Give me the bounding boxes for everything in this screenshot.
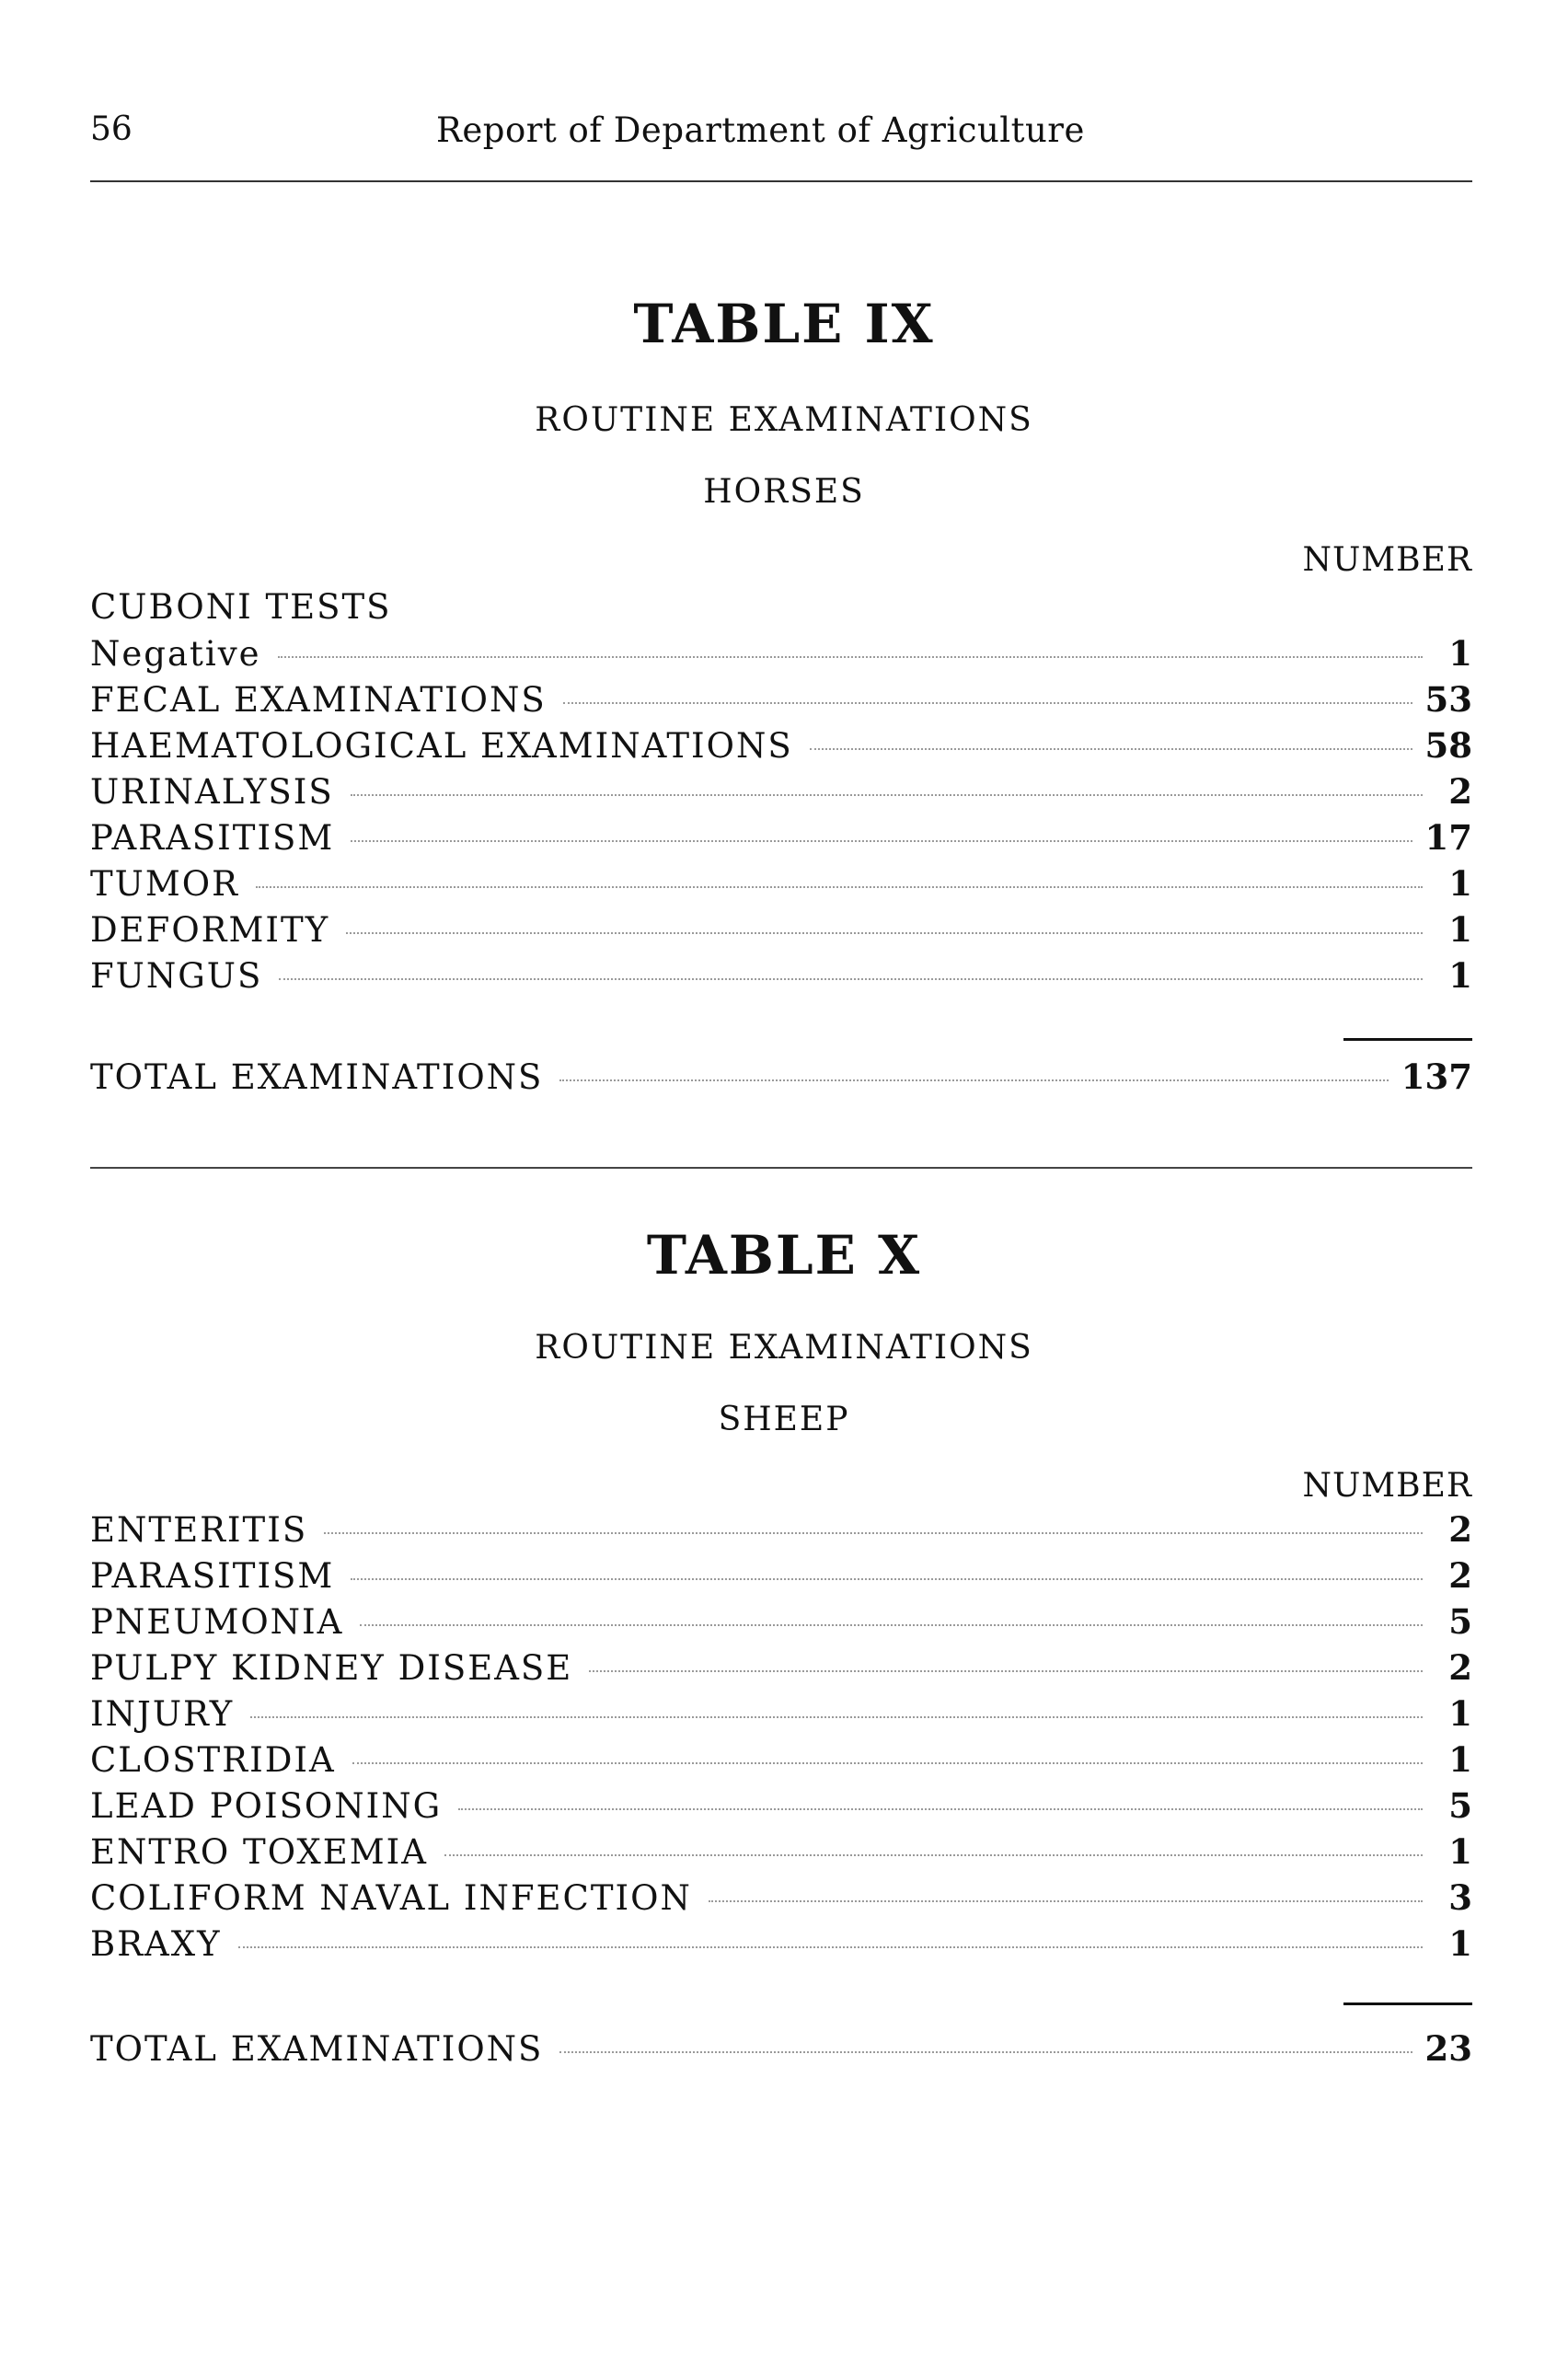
leader-dots (709, 1900, 1423, 1902)
row-value: 1 (1448, 1693, 1472, 1734)
total-label: TOTAL EXAMINATIONS (90, 2029, 544, 2069)
table-row (90, 1647, 1472, 1693)
row-value: 1 (1448, 863, 1472, 904)
section-heading-label: CUBONI TESTS (90, 587, 392, 627)
row-label: ENTRO TOXEMIA (90, 1832, 428, 1872)
row-value: 1 (1448, 1923, 1472, 1964)
total-label: TOTAL EXAMINATIONS (90, 1057, 544, 1097)
row-value: 2 (1448, 1555, 1472, 1596)
table-ix-column-header: NUMBER (1302, 541, 1472, 579)
table-ix-total (90, 1056, 1472, 1102)
table-x-total (90, 2028, 1472, 2074)
leader-dots (458, 1808, 1423, 1810)
table-row (90, 1693, 1472, 1739)
leader-dots (250, 1716, 1423, 1718)
row-label: URINALYSIS (90, 772, 334, 812)
table-row (90, 1785, 1472, 1831)
total-row (90, 1056, 1472, 1102)
table-x-column-header: NUMBER (1302, 1467, 1472, 1505)
table-row (90, 1555, 1472, 1601)
row-value: 3 (1448, 1877, 1472, 1918)
row-value: 53 (1424, 679, 1472, 720)
row-value: 58 (1424, 725, 1472, 766)
table-x-subtitle: ROUTINE EXAMINATIONS (535, 1329, 1033, 1367)
total-value: 137 (1401, 1056, 1472, 1097)
row-label: HAEMATOLOGICAL EXAMINATIONS (90, 726, 793, 766)
row-value: 2 (1448, 1647, 1472, 1688)
table-x-title: TABLE X (646, 1224, 922, 1287)
table-row (90, 955, 1472, 1001)
row-value: 1 (1448, 909, 1472, 950)
table-row (90, 679, 1472, 725)
leader-dots (559, 1079, 1388, 1081)
leader-dots (351, 794, 1423, 796)
header-rule (90, 180, 1472, 182)
row-value: 1 (1448, 1739, 1472, 1780)
row-value: 5 (1448, 1601, 1472, 1642)
row-value: 2 (1448, 771, 1472, 812)
leader-dots (238, 1946, 1423, 1948)
table-row (90, 1831, 1472, 1877)
section-divider (90, 1167, 1472, 1169)
table-row (90, 1923, 1472, 1969)
leader-dots (351, 840, 1412, 842)
table-row (90, 863, 1472, 909)
leader-dots (256, 886, 1423, 888)
leader-dots (351, 1578, 1423, 1580)
row-value: 17 (1424, 817, 1472, 858)
table-x-animal: SHEEP (718, 1401, 850, 1438)
table-row (90, 1601, 1472, 1647)
table-ix-subtitle: ROUTINE EXAMINATIONS (535, 401, 1033, 439)
leader-dots (810, 748, 1412, 750)
row-label: FECAL EXAMINATIONS (90, 680, 547, 720)
row-label: ENTERITIS (90, 1510, 308, 1550)
row-label: FUNGUS (90, 956, 263, 996)
total-row (90, 2028, 1472, 2074)
table-ix-animal: HORSES (703, 473, 865, 511)
leader-dots (324, 1532, 1423, 1534)
row-value: 5 (1448, 1785, 1472, 1826)
row-label: PARASITISM (90, 818, 335, 858)
table-row (90, 771, 1472, 817)
table-x-sum-rule (1343, 2002, 1472, 2005)
leader-dots (559, 2051, 1412, 2053)
running-title: Report of Department of Agriculture (436, 110, 1085, 150)
leader-dots (346, 932, 1423, 934)
row-label: PARASITISM (90, 1556, 335, 1596)
leader-dots (589, 1670, 1423, 1672)
table-ix-rows (90, 587, 1472, 1001)
row-label: PNEUMONIA (90, 1602, 344, 1642)
row-value: 1 (1448, 955, 1472, 996)
row-label: PULPY KIDNEY DISEASE (90, 1648, 573, 1688)
leader-dots (360, 1624, 1423, 1626)
table-row (90, 1509, 1472, 1555)
table-row (90, 1877, 1472, 1923)
table-row (90, 633, 1472, 679)
row-label: COLIFORM NAVAL INFECTION (90, 1878, 692, 1918)
table-ix-title: TABLE IX (633, 293, 935, 355)
leader-dots (279, 978, 1423, 980)
leader-dots (352, 1762, 1423, 1764)
table-ix-section-heading (90, 587, 1472, 633)
table-row (90, 725, 1472, 771)
row-value: 2 (1448, 1509, 1472, 1550)
row-label: Negative (90, 634, 261, 674)
row-value: 1 (1448, 1831, 1472, 1872)
leader-dots (278, 656, 1423, 658)
leader-dots (444, 1854, 1423, 1856)
page-number: 56 (90, 110, 133, 148)
table-ix-sum-rule (1343, 1038, 1472, 1041)
row-value: 1 (1448, 633, 1472, 674)
table-row (90, 1739, 1472, 1785)
table-x-rows (90, 1509, 1472, 1969)
row-label: BRAXY (90, 1924, 222, 1964)
table-row (90, 817, 1472, 863)
row-label: TUMOR (90, 864, 239, 904)
row-label: DEFORMITY (90, 910, 330, 950)
row-label: CLOSTRIDIA (90, 1740, 336, 1780)
row-label: LEAD POISONING (90, 1786, 443, 1826)
row-label: INJURY (90, 1694, 235, 1734)
leader-dots (563, 702, 1412, 704)
page-header (90, 110, 1472, 175)
total-value: 23 (1424, 2028, 1472, 2069)
table-row (90, 909, 1472, 955)
